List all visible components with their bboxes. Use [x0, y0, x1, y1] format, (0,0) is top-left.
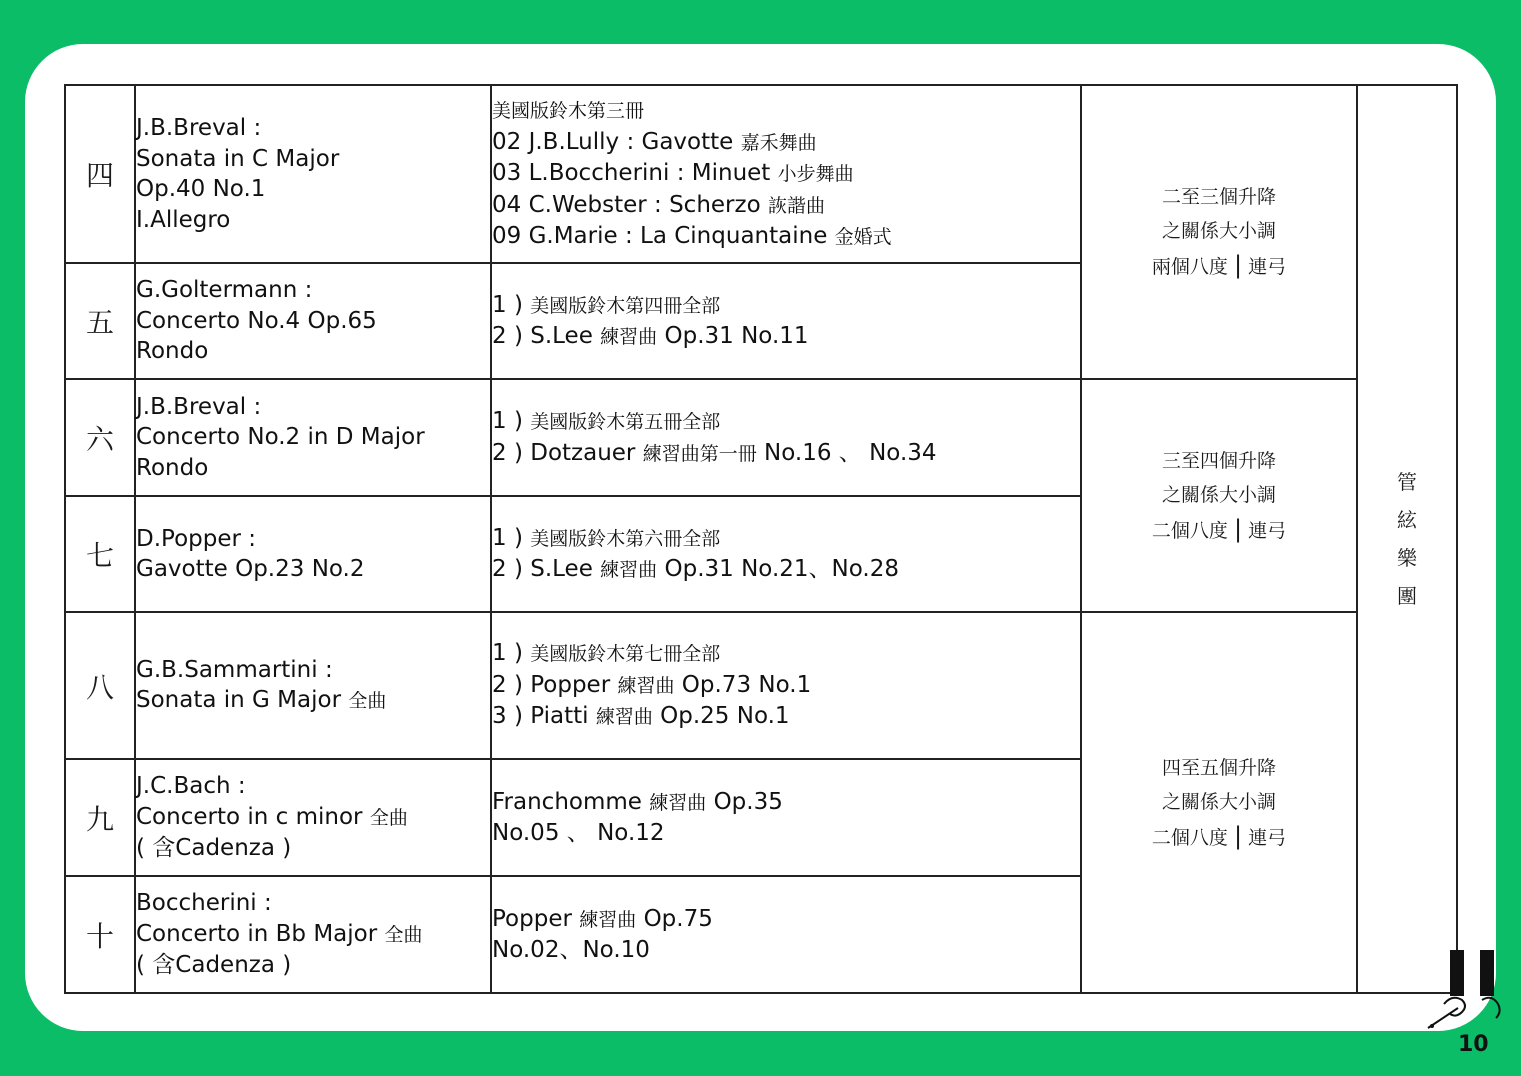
repertoire-zh: 全曲 [369, 806, 408, 829]
etude-en-tail: Op.25 No.1 [652, 703, 790, 730]
etude-en-tail: Op.75 [636, 905, 713, 932]
etude-line [492, 190, 1080, 222]
etude-en: 2 ) S.Lee [492, 556, 601, 582]
etude-en: 04 C.Webster : Scherzo [492, 191, 768, 218]
repertoire-line [136, 833, 490, 864]
etude-zh: 練習曲 [649, 791, 707, 814]
bowing-text: 連弓 [1248, 519, 1287, 542]
repertoire-text: ( 含Cadenza ) [136, 952, 292, 979]
etude-zh: 練習曲 [595, 706, 653, 729]
etude-zh: 練習曲 [579, 908, 637, 931]
scale-line [1082, 248, 1356, 284]
etude-zh: 金婚式 [834, 226, 892, 249]
repertoire-line [136, 392, 490, 423]
octave-text: 二個八度 [1151, 826, 1228, 849]
repertoire-text: J.C.Bach : [136, 773, 246, 800]
bowing-text: 連弓 [1248, 826, 1287, 849]
scale-requirement-cell [1081, 379, 1357, 612]
level-cell: 四 [65, 85, 135, 263]
separator-bar: | [1233, 821, 1243, 850]
repertoire-cell [135, 496, 491, 612]
level-cell: 六 [65, 379, 135, 496]
repertoire-text: I.Allegro [136, 206, 231, 233]
separator-bar: | [1233, 514, 1243, 543]
repertoire-line [136, 685, 490, 717]
etude-line [492, 95, 1080, 127]
repertoire-line [136, 144, 490, 175]
etude-cell [491, 496, 1081, 612]
cello-player-icon [1424, 948, 1508, 1036]
scale-line: 三至四個升降 [1161, 449, 1276, 472]
etude-en-tail: Op.31 No.11 [657, 323, 809, 349]
etude-zh: 練習曲 [617, 674, 675, 697]
etude-line [492, 221, 1080, 253]
repertoire-line [136, 655, 490, 686]
etude-en: 2 ) Popper [492, 671, 618, 698]
etude-line [492, 127, 1080, 159]
ensemble-cell [1357, 85, 1457, 993]
repertoire-text: G.B.Sammartini : [136, 656, 333, 683]
level-cell: 十 [65, 876, 135, 993]
separator-bar: | [1233, 251, 1243, 279]
repertoire-line [136, 306, 490, 337]
repertoire-cell [135, 759, 491, 876]
scale-line: 之關係大小調 [1161, 483, 1276, 506]
level-cell: 五 [65, 263, 135, 379]
etude-en: 1 ) [492, 524, 531, 551]
repertoire-text: ( 含Cadenza ) [136, 835, 292, 862]
page-number: 10 [1458, 1032, 1489, 1057]
repertoire-line [136, 888, 490, 919]
repertoire-line [136, 205, 490, 236]
repertoire-text: Sonata in G Major [136, 687, 349, 713]
etude-zh: 美國版鈴木第五冊全部 [530, 411, 721, 433]
etude-line [492, 904, 1080, 936]
repertoire-text: J.B.Breval : [136, 115, 262, 141]
etude-cell [491, 379, 1081, 496]
level-cell: 七 [65, 496, 135, 612]
etude-line [492, 701, 1080, 733]
repertoire-cell [135, 379, 491, 496]
etude-en: 1 ) [492, 291, 531, 318]
table-row [65, 85, 1457, 263]
repertoire-text: Concerto in c minor [136, 803, 370, 830]
ensemble-char: 樂 [1397, 546, 1417, 570]
etude-en: No.05 、 No.12 [492, 820, 665, 846]
etude-en: 2 ) S.Lee [492, 323, 601, 349]
etude-en: No.02、No.10 [492, 937, 650, 963]
etude-cell [491, 759, 1081, 876]
repertoire-zh: 全曲 [348, 690, 387, 712]
etude-zh: 小步舞曲 [777, 163, 854, 186]
ensemble-char: 絃 [1397, 508, 1417, 532]
repertoire-line [136, 524, 490, 555]
etude-en: 1 ) [492, 640, 531, 667]
repertoire-line [136, 950, 490, 981]
repertoire-text: Concerto in Bb Major [136, 920, 385, 947]
etude-zh: 練習曲 [600, 326, 658, 348]
etude-zh: 美國版鈴木第七冊全部 [530, 643, 721, 666]
repertoire-cell [135, 263, 491, 379]
etude-line [492, 523, 1080, 555]
etude-zh: 詼諧曲 [767, 194, 825, 217]
repertoire-cell [135, 612, 491, 759]
etude-en-tail: No.16 、 No.34 [756, 439, 937, 466]
octave-text: 二個八度 [1151, 519, 1228, 542]
repertoire-line [136, 113, 490, 144]
syllabus-table [64, 84, 1458, 994]
table-row [65, 612, 1457, 759]
scale-line: 之關係大小調 [1161, 790, 1276, 813]
etude-zh: 嘉禾舞曲 [740, 131, 817, 154]
repertoire-line [136, 275, 490, 306]
etude-zh: 美國版鈴木第四冊全部 [530, 294, 721, 317]
etude-zh: 練習曲 [600, 559, 658, 581]
ensemble-char: 團 [1397, 584, 1417, 608]
etude-zh: 美國版鈴木第三冊 [492, 100, 645, 123]
etude-line [492, 818, 1080, 849]
level-cell: 九 [65, 759, 135, 876]
scale-line [1082, 512, 1356, 548]
etude-en-tail: Op.73 No.1 [674, 671, 812, 698]
etude-en: 09 G.Marie : La Cinquantaine [492, 223, 835, 250]
scale-line: 二至三個升降 [1161, 186, 1276, 208]
scale-requirement-cell [1081, 85, 1357, 379]
etude-line [492, 321, 1080, 353]
etude-line [492, 290, 1080, 322]
etude-line [492, 438, 1080, 470]
etude-line [492, 935, 1080, 966]
etude-en-tail: Op.35 [706, 788, 783, 815]
table-row [65, 379, 1457, 496]
repertoire-text: Concerto No.4 Op.65 [136, 307, 377, 334]
repertoire-text: J.B.Breval : [136, 393, 262, 420]
etude-en: 03 L.Boccherini : Minuet [492, 160, 778, 187]
repertoire-text: Op.40 No.1 [136, 176, 266, 202]
etude-cell [491, 263, 1081, 379]
repertoire-text: Boccherini : [136, 890, 272, 917]
repertoire-text: Gavotte Op.23 No.2 [136, 556, 365, 582]
etude-en: 2 ) Dotzauer [492, 439, 643, 466]
etude-en: 1 ) [492, 408, 531, 434]
scale-line: 四至五個升降 [1161, 756, 1276, 779]
etude-line [492, 638, 1080, 670]
repertoire-cell [135, 85, 491, 263]
repertoire-line [136, 554, 490, 585]
etude-cell [491, 612, 1081, 759]
repertoire-line [136, 453, 490, 484]
repertoire-text: Rondo [136, 338, 209, 365]
repertoire-line [136, 802, 490, 834]
etude-line [492, 406, 1080, 438]
repertoire-text: Concerto No.2 in D Major [136, 424, 425, 451]
etude-en-tail: Op.31 No.21、No.28 [657, 556, 899, 582]
etude-en: 3 ) Piatti [492, 703, 596, 730]
etude-en: Popper [492, 905, 580, 932]
repertoire-cell [135, 876, 491, 993]
repertoire-text: Sonata in C Major [136, 145, 340, 172]
level-cell: 八 [65, 612, 135, 759]
repertoire-text: Rondo [136, 454, 209, 481]
repertoire-line [136, 422, 490, 453]
etude-cell [491, 876, 1081, 993]
etude-cell [491, 85, 1081, 263]
etude-zh: 美國版鈴木第六冊全部 [530, 527, 721, 550]
repertoire-line [136, 336, 490, 367]
scale-requirement-cell [1081, 612, 1357, 993]
etude-en: 02 J.B.Lully : Gavotte [492, 128, 741, 155]
etude-zh: 練習曲第一冊 [642, 442, 757, 465]
etude-line [492, 787, 1080, 819]
repertoire-text: D.Popper : [136, 525, 257, 552]
repertoire-line [136, 174, 490, 205]
octave-text: 兩個八度 [1151, 256, 1228, 278]
scale-line: 之關係大小調 [1161, 220, 1276, 242]
repertoire-line [136, 771, 490, 802]
repertoire-text: G.Goltermann : [136, 277, 313, 304]
ensemble-char: 管 [1397, 470, 1417, 494]
repertoire-line [136, 919, 490, 951]
etude-line [492, 670, 1080, 702]
etude-en: Franchomme [492, 788, 650, 815]
scale-line [1082, 819, 1356, 855]
bowing-text: 連弓 [1248, 256, 1287, 278]
etude-line [492, 554, 1080, 586]
repertoire-zh: 全曲 [384, 923, 423, 946]
etude-line [492, 158, 1080, 190]
